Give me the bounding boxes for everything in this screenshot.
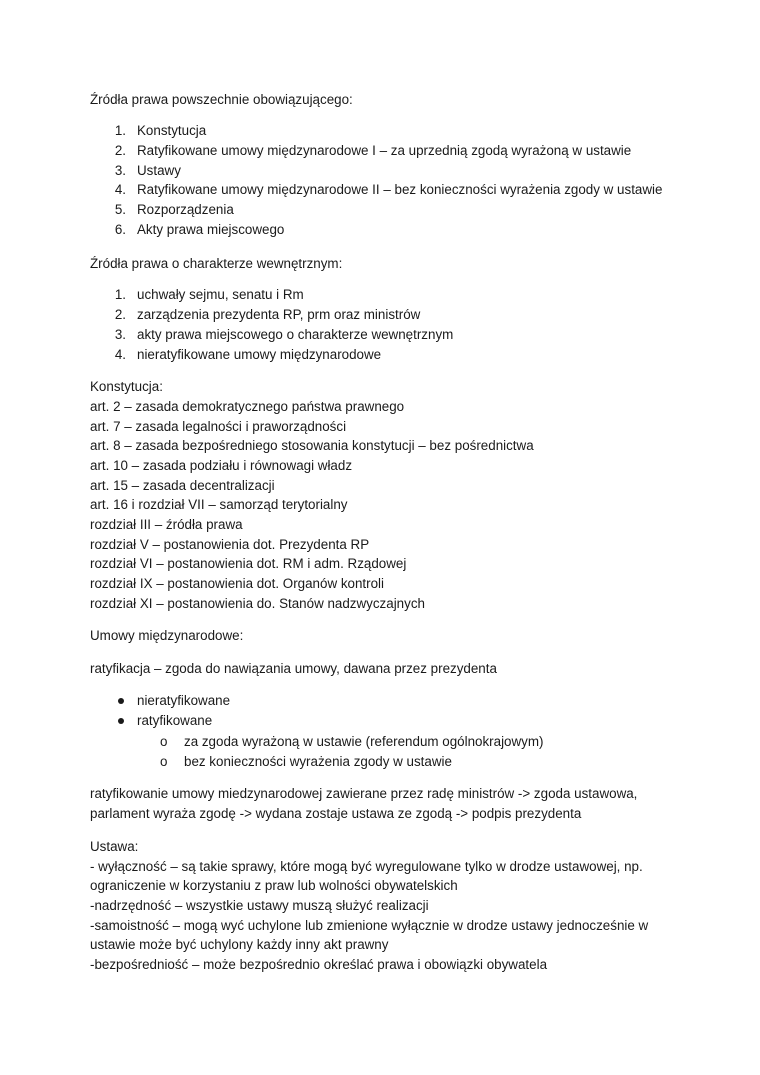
list-item-number: 3. [114, 327, 126, 342]
bullet-circle-icon: o [160, 754, 168, 769]
umowy-paragraph-line: parlament wyraża zgodę -> wydana zostaje ustawa ze zgodą -> podpis prezydenta [90, 806, 582, 821]
list-item: zarządzenia prezydenta RP, prm oraz ministrów [137, 307, 421, 322]
list-item: Ratyfikowane umowy międzynarodowe II – bez konieczności wyrażenia zgody w ustawie [137, 182, 663, 197]
list-item-number: 4. [114, 182, 126, 197]
konstytucja-line: art. 15 – zasada decentralizacji [90, 478, 275, 493]
bullet-dot-icon [118, 698, 124, 704]
umowy-paragraph-line: ratyfikowanie umowy miedzynarodowej zawierane przez radę ministrów -> zgoda ustawowa, [90, 786, 638, 801]
ustawa-line: -bezpośredniość – może bezpośrednio określać prawa i obowiązki obywatela [90, 957, 548, 972]
ustawa-line: - wyłączność – są takie sprawy, które mogą być wyregulowane tylko w drodze ustawowej, np. [90, 859, 643, 874]
heading-powszechne: Źródła prawa powszechnie obowiązującego: [90, 92, 353, 107]
list-item: akty prawa miejscowego o charakterze wewnętrznym [137, 327, 454, 342]
umowy-title: Umowy międzynarodowe: [90, 628, 244, 643]
konstytucja-line: rozdział VI – postanowienia dot. RM i adm. Rządowej [90, 556, 407, 571]
list-item-number: 3. [114, 163, 126, 178]
konstytucja-title: Konstytucja: [90, 379, 163, 394]
konstytucja-line: rozdział XI – postanowienia do. Stanów nadzwyczajnych [90, 596, 425, 611]
list-item: Ustawy [137, 163, 181, 178]
list-item-number: 4. [114, 347, 126, 362]
list-item: nieratyfikowane umowy międzynarodowe [137, 347, 382, 362]
list-item-number: 2. [114, 143, 126, 158]
list-item: Rozporządzenia [137, 202, 234, 217]
konstytucja-line: rozdział V – postanowienia dot. Prezydenta RP [90, 537, 370, 552]
ustawa-line: -samoistność – mogą wyć uchylone lub zmienione wyłącznie w drodze ustawy jednocześnie w [90, 918, 649, 933]
list-item-number: 1. [114, 287, 126, 302]
konstytucja-line: rozdział III – źródła prawa [90, 517, 243, 532]
bullet-circle-icon: o [160, 734, 168, 749]
list-item-number: 5. [114, 202, 126, 217]
konstytucja-line: art. 8 – zasada bezpośredniego stosowania konstytucji – bez pośrednictwa [90, 438, 534, 453]
ustawa-line: -nadrzędność – wszystkie ustawy muszą służyć realizacji [90, 898, 429, 913]
ustawa-title: Ustawa: [90, 839, 139, 854]
konstytucja-line: art. 7 – zasada legalności i praworządności [90, 419, 347, 434]
list-item-number: 6. [114, 222, 126, 237]
bullet-item: ratyfikowane [137, 713, 213, 728]
heading-wewnetrzne: Źródła prawa o charakterze wewnętrznym: [90, 256, 343, 271]
list-item: uchwały sejmu, senatu i Rm [137, 287, 304, 302]
list-item: Akty prawa miejscowego [137, 222, 285, 237]
bullet-item: nieratyfikowane [137, 693, 231, 708]
konstytucja-line: rozdział IX – postanowienia dot. Organów kontroli [90, 576, 385, 591]
list-item-number: 2. [114, 307, 126, 322]
subbullet-item: bez konieczności wyrażenia zgody w ustawie [184, 754, 452, 769]
subbullet-item: za zgoda wyrażoną w ustawie (referendum ogólnokrajowym) [184, 734, 544, 749]
bullet-dot-icon [118, 718, 124, 724]
list-item: Ratyfikowane umowy międzynarodowe I – za uprzednią zgodą wyrażoną w ustawie [137, 143, 632, 158]
ustawa-line: ograniczenie w korzystaniu z praw lub wolności obywatelskich [90, 878, 458, 893]
konstytucja-line: art. 10 – zasada podziału i równowagi władz [90, 458, 353, 473]
list-item-number: 1. [114, 123, 126, 138]
list-item: Konstytucja [137, 123, 207, 138]
umowy-ratyfikacja: ratyfikacja – zgoda do nawiązania umowy, dawana przez prezydenta [90, 661, 497, 676]
ustawa-line: ustawie może być uchylony każdy inny akt prawny [90, 937, 389, 952]
konstytucja-line: art. 16 i rozdział VII – samorząd terytorialny [90, 497, 348, 512]
konstytucja-line: art. 2 – zasada demokratycznego państwa prawnego [90, 399, 405, 414]
